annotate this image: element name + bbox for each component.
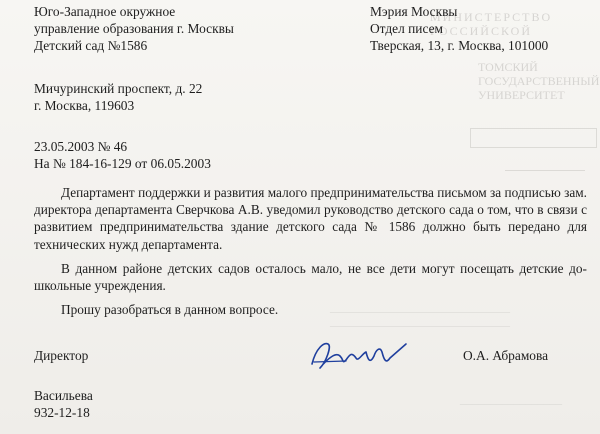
sender-line-3: Детский сад №1586 <box>34 38 148 53</box>
reverse-side-bleed: МИНИСТЕРСТВО РОССИЙСКОЙ <box>430 10 553 38</box>
executor-name: Васильева <box>34 388 93 403</box>
body-paragraph-2: В данном районе детских садов осталось мало, не все дети могут посещать детские до-школьные учреждения. <box>34 260 587 294</box>
recipient-line-3: Тверская, 13, г. Москва, 101000 <box>370 38 549 53</box>
letter-body <box>34 184 587 325</box>
body-paragraph-3: Прошу разобраться в данном вопросе. <box>61 302 279 318</box>
handwritten-signature <box>306 334 414 378</box>
recipient-line-2: Отдел писем <box>370 21 443 36</box>
executor-block <box>34 387 93 421</box>
recipient-line-1: Мэрия Москвы <box>370 4 458 19</box>
in-reply-to: На № 184-16-129 от 06.05.2003 <box>34 156 211 171</box>
reference-block <box>34 138 211 172</box>
address-city: г. Москва, 119603 <box>34 98 135 113</box>
sender-block <box>34 3 234 54</box>
reverse-side-bleed-4: _________________ <box>460 392 562 406</box>
address-block <box>34 80 202 114</box>
signatory-title: Директор <box>34 348 89 363</box>
reverse-side-line <box>505 158 585 171</box>
reverse-side-bleed-2: ТОМСКИЙ ГОСУДАРСТВЕННЫЙ УНИВЕРСИТЕТ <box>478 60 600 102</box>
signatory-name: О.А. Абрамова <box>463 348 549 363</box>
recipient-block <box>370 3 548 54</box>
letter-date-number: 23.05.2003 № 46 <box>34 139 128 154</box>
address-street: Мичуринский проспект, д. 22 <box>34 81 203 96</box>
reverse-side-box <box>470 128 597 148</box>
reverse-side-bleed-3: ______________________________ ______________________________ <box>330 300 510 328</box>
body-paragraph-1: Департамент поддержки и развития малого предпринимательства письмом за подписью зам. директора департамента Сверчкова А.В. уведомил руководство детского сада о том, что в связи с развитием предпринимательства здание детского сада № 1586 должно быть передано для технических нужд департамента. <box>34 185 587 252</box>
sender-line-2: управление образования г. Москвы <box>34 21 234 36</box>
executor-phone: 932-12-18 <box>34 405 90 420</box>
sender-line-1: Юго-Западное окружное <box>34 4 176 19</box>
